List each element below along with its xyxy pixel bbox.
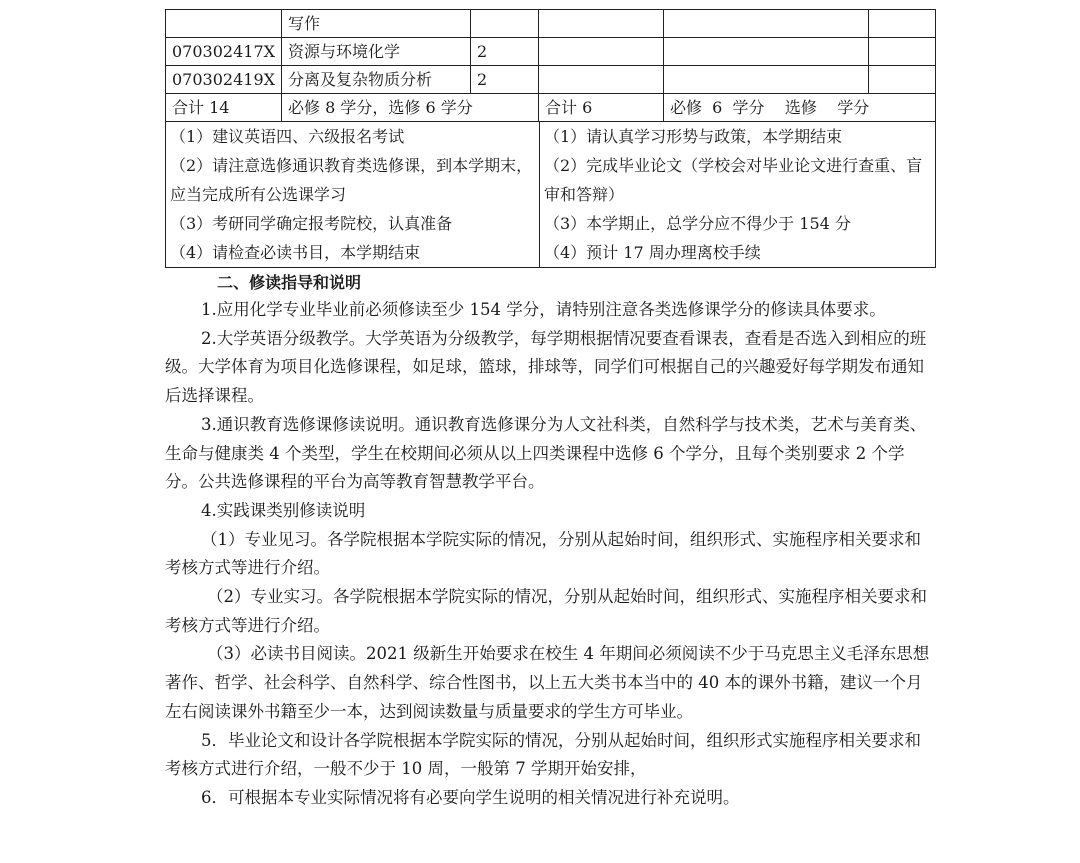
table-cell (664, 38, 869, 66)
paragraph: 3.通识教育选修课修读说明。通识教育选修课分为人文社科类，自然科学与技术类，艺术与美育类、生命与健康类 4 个类型，学生在校期间必须从以上四类课程中选修 6 个学分，且每个类别要求 2 个学分。公共选修课程的平台为高等教育智慧教学平台。 (165, 414, 927, 492)
table-cell (664, 66, 869, 94)
note-item: （4）请检查必读书目，本学期结束 (170, 243, 421, 262)
paragraph: （1）专业见习。各学院根据本学院实际的情况，分别从起始时间，组织形式、实施程序相关要求和考核方式等进行介绍。 (165, 529, 921, 578)
left-total-detail: 必修 8 学分，选修 6 学分 (282, 94, 539, 122)
right-total-detail: 必修 6 学分 选修 学分 (664, 94, 936, 122)
table-cell (539, 10, 664, 38)
table-cell (664, 10, 869, 38)
course-credit: 2 (471, 66, 539, 94)
right-total: 合计 6 (539, 94, 664, 122)
course-code: 070302419X (166, 66, 282, 94)
course-credit: 2 (471, 38, 539, 66)
table-cell (539, 38, 664, 66)
note-item: （1）请认真学习形势与政策，本学期结束 (544, 127, 843, 146)
table-cell (869, 66, 936, 94)
table-cell (869, 10, 936, 38)
table-row (166, 66, 936, 94)
paragraph: 4.实践课类别修读说明 (201, 500, 366, 520)
note-item: （2）请注意选修通识教育类选修课，到本学期末，应当完成所有公选课学习 (170, 156, 533, 204)
left-total: 合计 14 (166, 94, 282, 122)
notes-right (540, 122, 936, 268)
note-item: （1）建议英语四、六级报名考试 (170, 127, 405, 146)
note-item: （4）预计 17 周办理离校手续 (544, 243, 761, 262)
table-row (166, 10, 936, 38)
course-name: 资源与环境化学 (282, 38, 471, 66)
note-item: （2）完成毕业论文（学校会对毕业论文进行查重、盲审和答辩） (544, 156, 923, 204)
table-cell (869, 38, 936, 66)
notes-table (165, 122, 936, 268)
paragraph: （3）必读书目阅读。2021 级新生开始要求在校生 4 年期间必须阅读不少于马克思主义毛泽东思想著作、哲学、社会科学、自然科学、综合性图书，以上五大类书本当中的 40 本的课外书籍，建议一个月左右阅读课外书籍至少一本，达到阅读数量与质量要求的学生方可毕业。 (165, 644, 930, 721)
course-table (165, 9, 936, 122)
course-name: 写作 (282, 10, 471, 38)
note-item: （3）考研同学确定报考院校，认真准备 (170, 214, 453, 233)
totals-row (166, 94, 936, 122)
table-row (166, 38, 936, 66)
paragraph: 5．毕业论文和设计各学院根据本学院实际的情况，分别从起始时间，组织形式实施程序相关要求和考核方式进行介绍，一般不少于 10 周，一般第 7 学期开始安排， (165, 730, 921, 779)
table-cell (539, 66, 664, 94)
paragraph: （2）专业实习。各学院根据本学院实际的情况，分别从起始时间，组织形式、实施程序相关要求和考核方式等进行介绍。 (165, 587, 927, 635)
paragraph: 1.应用化学专业毕业前必须修读至少 154 学分，请特别注意各类选修课学分的修读具体要求。 (201, 300, 886, 319)
section-heading: 二、修读指导和说明 (217, 273, 362, 292)
course-credit (471, 10, 539, 38)
notes-left (166, 122, 540, 268)
course-code (166, 10, 282, 38)
paragraph: 6．可根据本专业实际情况将有必要向学生说明的相关情况进行补充说明。 (201, 787, 740, 807)
course-code: 070302417X (166, 38, 282, 66)
note-item: （3）本学期止，总学分应不得少于 154 分 (544, 214, 851, 233)
paragraph: 2.大学英语分级教学。大学英语为分级教学，每学期根据情况要查看课表，查看是否选入到相应的班级。大学体育为项目化选修课程，如足球，篮球，排球等，同学们可根据自己的兴趣爱好每学期发布通知后选择课程。 (165, 328, 927, 406)
course-name: 分离及复杂物质分析 (282, 66, 471, 94)
document-body (165, 9, 935, 813)
